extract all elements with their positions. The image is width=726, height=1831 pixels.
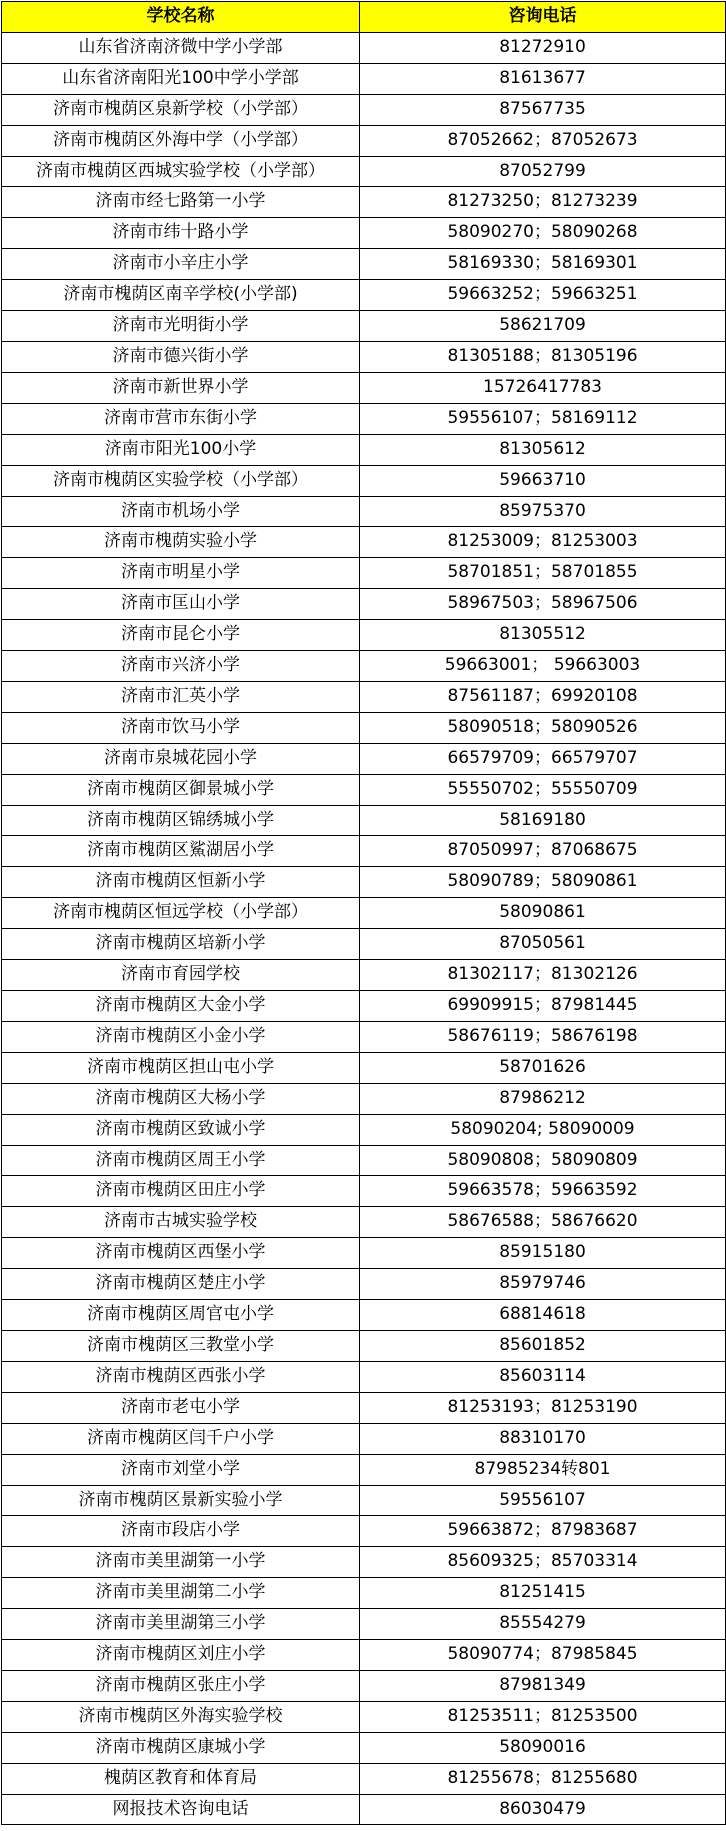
phone-cell: 58090808；58090809 bbox=[360, 1145, 726, 1176]
school-name-cell: 济南市兴济小学 bbox=[2, 651, 360, 682]
table-row bbox=[2, 929, 726, 960]
table-row bbox=[2, 805, 726, 836]
table-row bbox=[2, 125, 726, 156]
school-name-cell: 济南市槐荫区锦绣城小学 bbox=[2, 805, 360, 836]
school-name-cell: 济南市小辛庄小学 bbox=[2, 249, 360, 280]
school-name-cell: 济南市槐荫区西堡小学 bbox=[2, 1238, 360, 1269]
school-name-cell: 济南市机场小学 bbox=[2, 496, 360, 527]
table-row bbox=[2, 1052, 726, 1083]
table-row bbox=[2, 1763, 726, 1794]
table-row bbox=[2, 1238, 726, 1269]
school-name-cell: 济南市阳光100小学 bbox=[2, 434, 360, 465]
phone-cell: 85979746 bbox=[360, 1269, 726, 1300]
phone-cell: 58090016 bbox=[360, 1732, 726, 1763]
school-name-cell: 济南市槐荫区西张小学 bbox=[2, 1361, 360, 1392]
table-row bbox=[2, 94, 726, 125]
table-body bbox=[2, 32, 726, 1825]
table-row bbox=[2, 1794, 726, 1825]
school-name-cell: 济南市槐荫区外海中学（小学部） bbox=[2, 125, 360, 156]
table-row bbox=[2, 1578, 726, 1609]
header-school-name: 学校名称 bbox=[2, 2, 360, 33]
table-row bbox=[2, 156, 726, 187]
table-row bbox=[2, 991, 726, 1022]
school-name-cell: 济南市段店小学 bbox=[2, 1516, 360, 1547]
school-name-cell: 济南市槐荫区楚庄小学 bbox=[2, 1269, 360, 1300]
table-row bbox=[2, 1114, 726, 1145]
table-row bbox=[2, 496, 726, 527]
school-name-cell: 济南市槐荫区张庄小学 bbox=[2, 1670, 360, 1701]
phone-cell: 87050997；87068675 bbox=[360, 836, 726, 867]
school-name-cell: 济南市槐荫区景新实验小学 bbox=[2, 1485, 360, 1516]
table-row bbox=[2, 712, 726, 743]
school-name-cell: 济南市槐荫区实验学校（小学部） bbox=[2, 465, 360, 496]
school-name-cell: 济南市美里湖第一小学 bbox=[2, 1547, 360, 1578]
school-name-cell: 济南市槐荫实验小学 bbox=[2, 527, 360, 558]
phone-cell: 87050561 bbox=[360, 929, 726, 960]
table-row bbox=[2, 1176, 726, 1207]
school-name-cell: 济南市泉城花园小学 bbox=[2, 743, 360, 774]
phone-cell: 81255678；81255680 bbox=[360, 1763, 726, 1794]
phone-cell: 58169180 bbox=[360, 805, 726, 836]
school-name-cell: 济南市匡山小学 bbox=[2, 589, 360, 620]
phone-cell: 81305188；81305196 bbox=[360, 341, 726, 372]
phone-cell: 81253193；81253190 bbox=[360, 1392, 726, 1423]
phone-cell: 81305512 bbox=[360, 620, 726, 651]
school-name-cell: 济南市槐荫区恒远学校（小学部） bbox=[2, 898, 360, 929]
table-row bbox=[2, 743, 726, 774]
school-name-cell: 济南市德兴街小学 bbox=[2, 341, 360, 372]
phone-cell: 55550702；55550709 bbox=[360, 774, 726, 805]
school-name-cell: 济南市光明街小学 bbox=[2, 311, 360, 342]
school-name-cell: 济南市新世界小学 bbox=[2, 372, 360, 403]
table-row bbox=[2, 1361, 726, 1392]
phone-cell: 59663710 bbox=[360, 465, 726, 496]
phone-cell: 81253511；81253500 bbox=[360, 1701, 726, 1732]
school-name-cell: 济南市饮马小学 bbox=[2, 712, 360, 743]
table-row bbox=[2, 372, 726, 403]
table-row bbox=[2, 280, 726, 311]
phone-cell: 85601852 bbox=[360, 1330, 726, 1361]
table-row bbox=[2, 1701, 726, 1732]
phone-cell: 85603114 bbox=[360, 1361, 726, 1392]
phone-cell: 58676119；58676198 bbox=[360, 1021, 726, 1052]
school-name-cell: 济南市槐荫区田庄小学 bbox=[2, 1176, 360, 1207]
school-name-cell: 济南市明星小学 bbox=[2, 558, 360, 589]
school-phone-table bbox=[1, 1, 726, 1825]
table-row bbox=[2, 836, 726, 867]
school-name-cell: 济南市槐荫区南辛学校(小学部) bbox=[2, 280, 360, 311]
table-row bbox=[2, 1021, 726, 1052]
table-row bbox=[2, 1516, 726, 1547]
table-row bbox=[2, 681, 726, 712]
school-name-cell: 济南市槐荫区培新小学 bbox=[2, 929, 360, 960]
school-name-cell: 济南市昆仑小学 bbox=[2, 620, 360, 651]
phone-cell: 58090204; 58090009 bbox=[360, 1114, 726, 1145]
table-header-row bbox=[2, 2, 726, 33]
school-name-cell: 济南市槐荫区刘庄小学 bbox=[2, 1640, 360, 1671]
school-name-cell: 网报技术咨询电话 bbox=[2, 1794, 360, 1825]
phone-cell: 59663578；59663592 bbox=[360, 1176, 726, 1207]
phone-cell: 85554279 bbox=[360, 1609, 726, 1640]
table-row bbox=[2, 1547, 726, 1578]
phone-cell: 59556107 bbox=[360, 1485, 726, 1516]
table-row bbox=[2, 898, 726, 929]
table-row bbox=[2, 1454, 726, 1485]
phone-cell: 88310170 bbox=[360, 1423, 726, 1454]
table-row bbox=[2, 1732, 726, 1763]
phone-cell: 59556107；58169112 bbox=[360, 403, 726, 434]
phone-cell: 58701851；58701855 bbox=[360, 558, 726, 589]
school-name-cell: 济南市育园学校 bbox=[2, 960, 360, 991]
table-row bbox=[2, 1207, 726, 1238]
school-name-cell: 济南市刘堂小学 bbox=[2, 1454, 360, 1485]
table-row bbox=[2, 960, 726, 991]
school-name-cell: 济南市营市东街小学 bbox=[2, 403, 360, 434]
table-row bbox=[2, 651, 726, 682]
phone-cell: 85609325；85703314 bbox=[360, 1547, 726, 1578]
phone-cell: 81253009；81253003 bbox=[360, 527, 726, 558]
table-row bbox=[2, 218, 726, 249]
table-row bbox=[2, 558, 726, 589]
school-name-cell: 济南市槐荫区泉新学校（小学部） bbox=[2, 94, 360, 125]
school-name-cell: 济南市槐荫区御景城小学 bbox=[2, 774, 360, 805]
phone-cell: 87052799 bbox=[360, 156, 726, 187]
school-name-cell: 济南市槐荫区小金小学 bbox=[2, 1021, 360, 1052]
phone-cell: 87052662；87052673 bbox=[360, 125, 726, 156]
table-row bbox=[2, 527, 726, 558]
phone-cell: 15726417783 bbox=[360, 372, 726, 403]
table-row bbox=[2, 1609, 726, 1640]
phone-cell: 58090518；58090526 bbox=[360, 712, 726, 743]
school-name-cell: 济南市槐荫区恒新小学 bbox=[2, 867, 360, 898]
phone-cell: 86030479 bbox=[360, 1794, 726, 1825]
school-name-cell: 济南市纬十路小学 bbox=[2, 218, 360, 249]
table-row bbox=[2, 1640, 726, 1671]
school-name-cell: 济南市槐荫区担山屯小学 bbox=[2, 1052, 360, 1083]
phone-cell: 58676588；58676620 bbox=[360, 1207, 726, 1238]
table-row bbox=[2, 1670, 726, 1701]
school-name-cell: 济南市槐荫区闫千户小学 bbox=[2, 1423, 360, 1454]
phone-cell: 81272910 bbox=[360, 32, 726, 63]
phone-cell: 58090861 bbox=[360, 898, 726, 929]
table-row bbox=[2, 1083, 726, 1114]
phone-cell: 87561187；69920108 bbox=[360, 681, 726, 712]
table-row bbox=[2, 1485, 726, 1516]
table-row bbox=[2, 1300, 726, 1331]
phone-cell: 58701626 bbox=[360, 1052, 726, 1083]
school-name-cell: 济南市汇英小学 bbox=[2, 681, 360, 712]
phone-cell: 58967503；58967506 bbox=[360, 589, 726, 620]
school-name-cell: 济南市槐荫区鯊湖居小学 bbox=[2, 836, 360, 867]
table-row bbox=[2, 1269, 726, 1300]
school-name-cell: 济南市槐荫区致诚小学 bbox=[2, 1114, 360, 1145]
school-name-cell: 济南市槐荫区周官屯小学 bbox=[2, 1300, 360, 1331]
phone-cell: 58090789；58090861 bbox=[360, 867, 726, 898]
phone-cell: 81305612 bbox=[360, 434, 726, 465]
phone-cell: 81302117；81302126 bbox=[360, 960, 726, 991]
school-name-cell: 济南市槐荫区大杨小学 bbox=[2, 1083, 360, 1114]
school-name-cell: 济南市槐荫区康城小学 bbox=[2, 1732, 360, 1763]
table-row bbox=[2, 341, 726, 372]
school-name-cell: 济南市美里湖第三小学 bbox=[2, 1609, 360, 1640]
school-name-cell: 济南市槐荫区西城实验学校（小学部） bbox=[2, 156, 360, 187]
table-row bbox=[2, 867, 726, 898]
table-row bbox=[2, 1145, 726, 1176]
phone-cell: 81251415 bbox=[360, 1578, 726, 1609]
table-row bbox=[2, 249, 726, 280]
school-name-cell: 济南市古城实验学校 bbox=[2, 1207, 360, 1238]
table-row bbox=[2, 774, 726, 805]
table-row bbox=[2, 1330, 726, 1361]
phone-cell: 59663001； 59663003 bbox=[360, 651, 726, 682]
phone-cell: 87985234转801 bbox=[360, 1454, 726, 1485]
school-name-cell: 槐荫区教育和体育局 bbox=[2, 1763, 360, 1794]
phone-cell: 58169330；58169301 bbox=[360, 249, 726, 280]
table-row bbox=[2, 1423, 726, 1454]
phone-cell: 81273250；81273239 bbox=[360, 187, 726, 218]
table-row bbox=[2, 403, 726, 434]
phone-cell: 85975370 bbox=[360, 496, 726, 527]
school-name-cell: 山东省济南济微中学小学部 bbox=[2, 32, 360, 63]
school-name-cell: 济南市槐荫区周王小学 bbox=[2, 1145, 360, 1176]
phone-cell: 69909915；87981445 bbox=[360, 991, 726, 1022]
phone-cell: 85915180 bbox=[360, 1238, 726, 1269]
table-row bbox=[2, 465, 726, 496]
table-row bbox=[2, 311, 726, 342]
school-name-cell: 济南市槐荫区三教堂小学 bbox=[2, 1330, 360, 1361]
table-row bbox=[2, 32, 726, 63]
table-row bbox=[2, 187, 726, 218]
school-name-cell: 济南市槐荫区大金小学 bbox=[2, 991, 360, 1022]
school-name-cell: 济南市老屯小学 bbox=[2, 1392, 360, 1423]
phone-cell: 68814618 bbox=[360, 1300, 726, 1331]
table-row bbox=[2, 434, 726, 465]
phone-cell: 87986212 bbox=[360, 1083, 726, 1114]
table-row bbox=[2, 1392, 726, 1423]
phone-cell: 59663872；87983687 bbox=[360, 1516, 726, 1547]
header-phone: 咨询电话 bbox=[360, 2, 726, 33]
phone-cell: 58621709 bbox=[360, 311, 726, 342]
school-name-cell: 济南市经七路第一小学 bbox=[2, 187, 360, 218]
phone-cell: 58090270；58090268 bbox=[360, 218, 726, 249]
school-name-cell: 济南市美里湖第二小学 bbox=[2, 1578, 360, 1609]
school-phone-table-container bbox=[1, 1, 725, 1825]
table-row bbox=[2, 589, 726, 620]
school-name-cell: 山东省济南阳光100中学小学部 bbox=[2, 63, 360, 94]
phone-cell: 81613677 bbox=[360, 63, 726, 94]
phone-cell: 59663252；59663251 bbox=[360, 280, 726, 311]
table-row bbox=[2, 63, 726, 94]
phone-cell: 87981349 bbox=[360, 1670, 726, 1701]
phone-cell: 58090774；87985845 bbox=[360, 1640, 726, 1671]
school-name-cell: 济南市槐荫区外海实验学校 bbox=[2, 1701, 360, 1732]
phone-cell: 66579709；66579707 bbox=[360, 743, 726, 774]
phone-cell: 87567735 bbox=[360, 94, 726, 125]
table-row bbox=[2, 620, 726, 651]
